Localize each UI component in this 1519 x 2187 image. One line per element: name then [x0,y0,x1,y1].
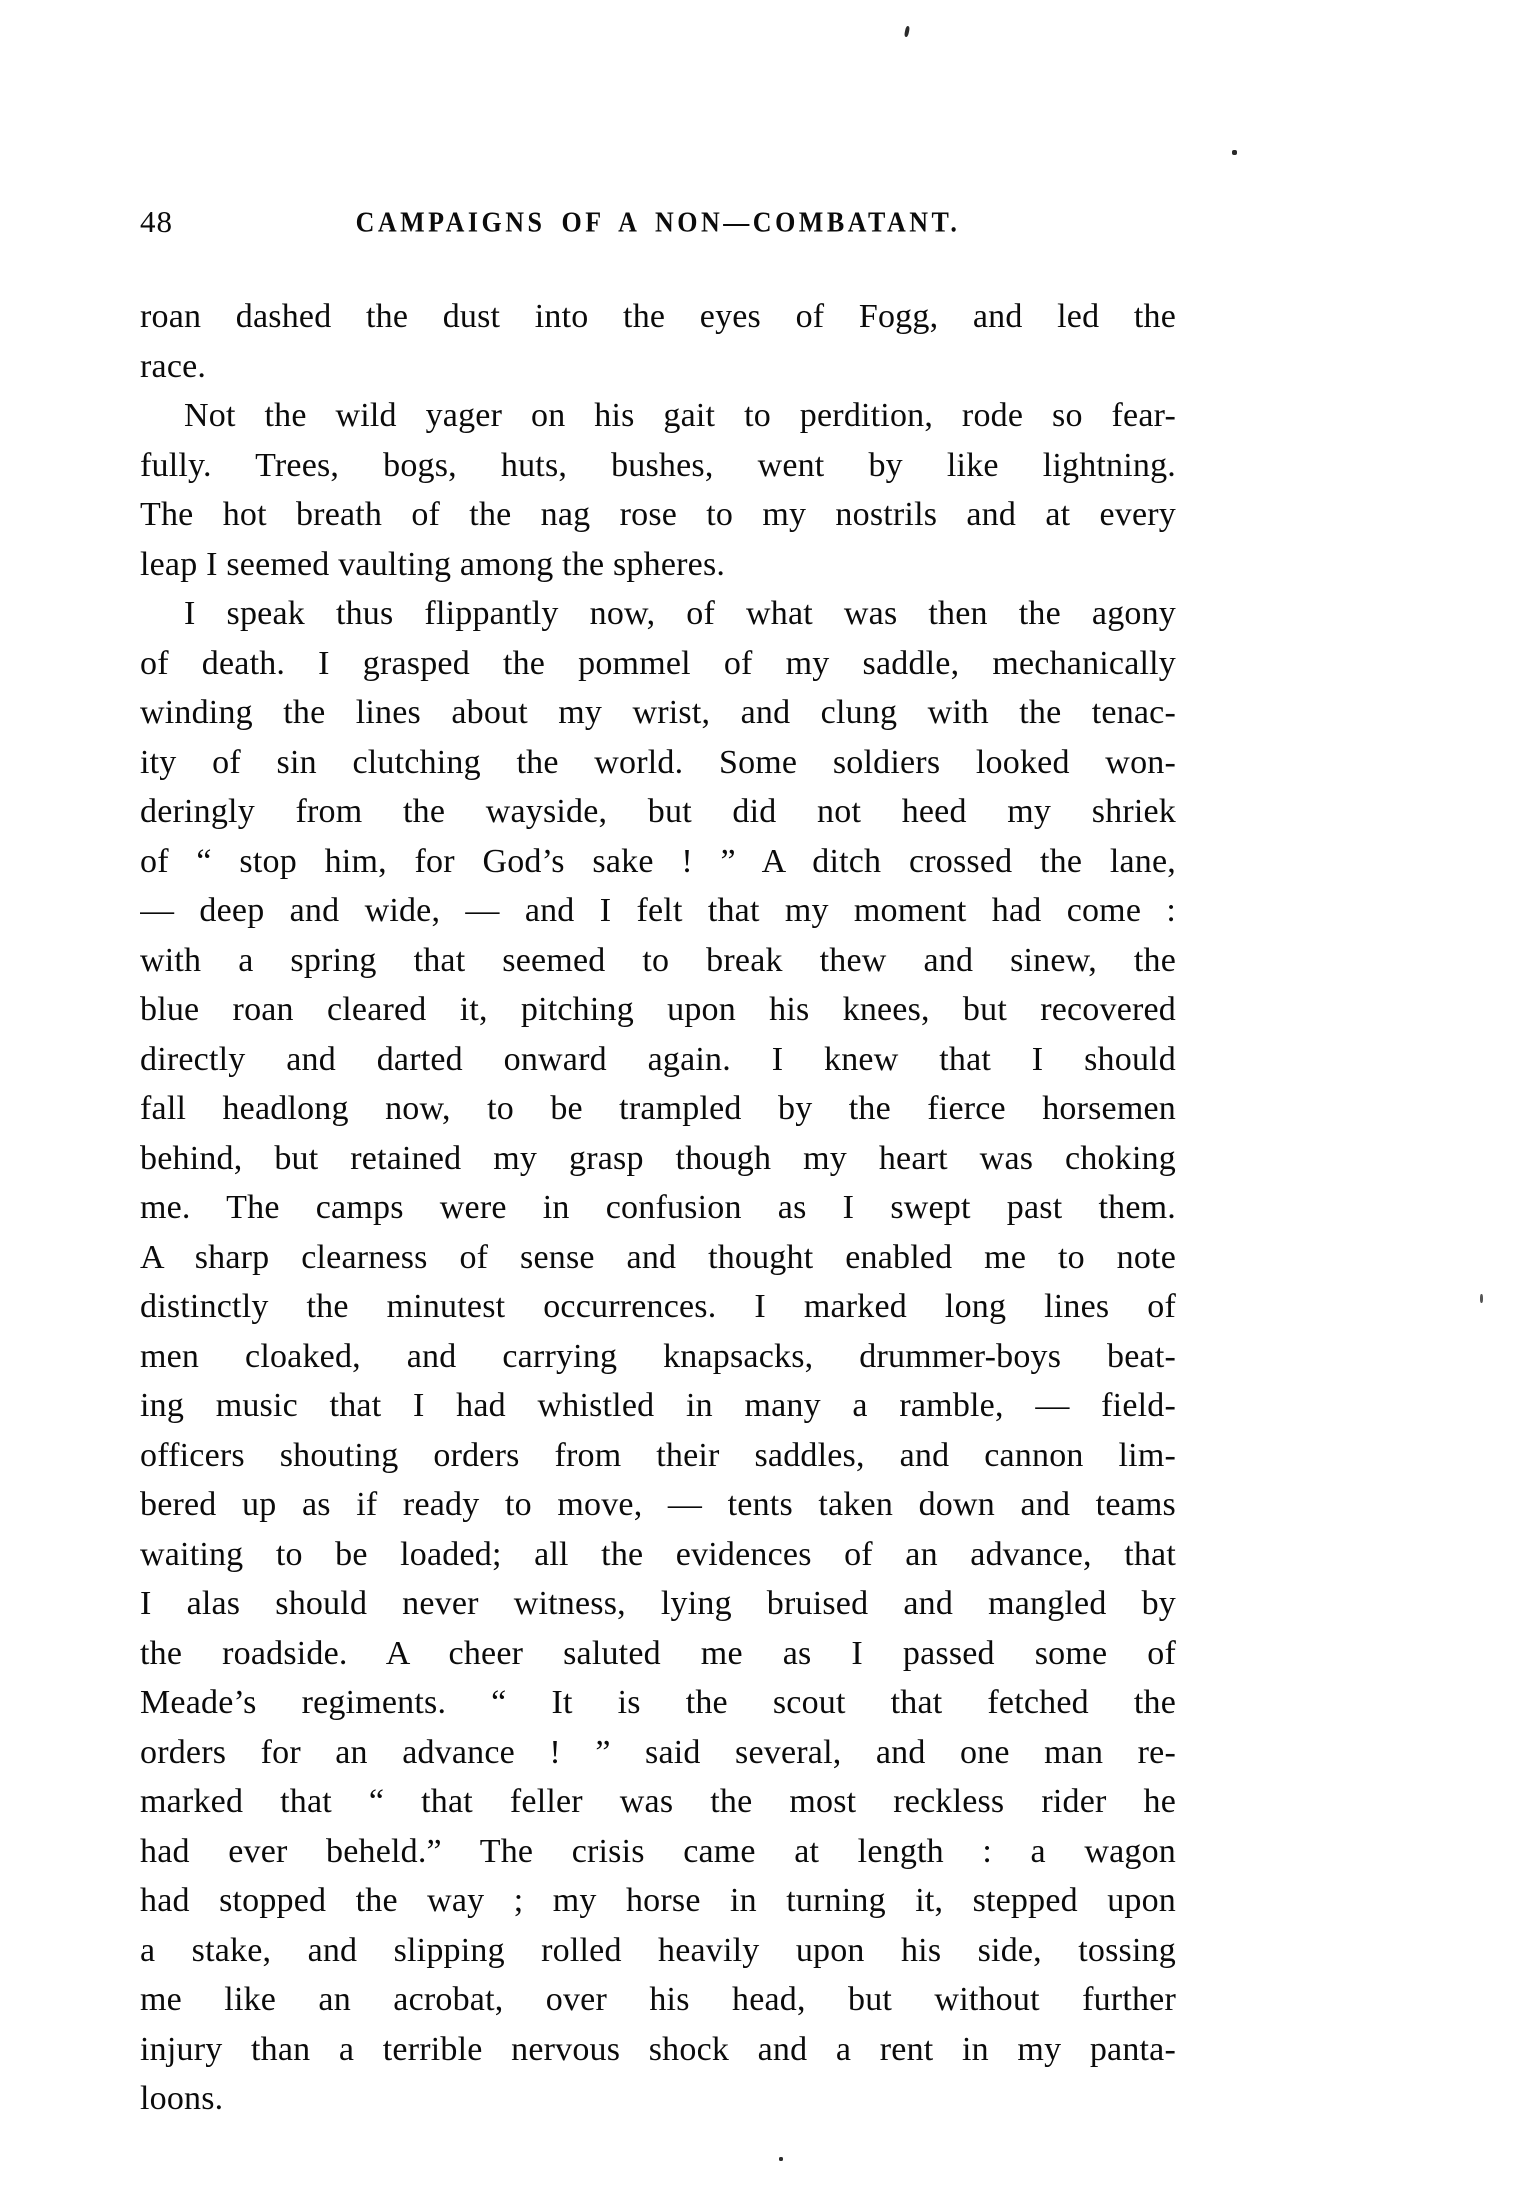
text-line: fully. Trees, bogs, huts, bushes, went by like lightning. [140,446,1176,484]
text-line: with a spring that seemed to break thew and sinew, the [140,941,1176,979]
text-line: of “ stop him, for God’s sake ! ” A ditch crossed the lane, [140,842,1176,880]
text-line: distinctly the minutest occurrences. I marked long lines of [140,1288,1176,1325]
body-text [140,292,1176,2124]
text-line: had ever beheld.” The crisis came at length : a wagon [140,1832,1176,1870]
running-title: CAMPAIGNS OF A NON—COMBATANT. [355,206,961,239]
text-line: me. The camps were in confusion as I swept past them. [140,1189,1176,1226]
text-line: orders for an advance ! ” said several, and one man re- [140,1733,1176,1771]
text-line: marked that “ that feller was the most reckless rider he [140,1783,1176,1820]
text-line: A sharp clearness of sense and thought enabled me to note [140,1238,1176,1276]
text-line: had stopped the way ; my horse in turning it, stepped upon [140,1882,1176,1919]
text-line: winding the lines about my wrist, and clung with the tenac- [140,694,1176,731]
text-line: ing music that I had whistled in many a ramble, — field- [140,1387,1176,1424]
text-line: injury than a terrible nervous shock and a rent in my panta- [140,2030,1176,2068]
text-line: behind, but retained my grasp though my heart was choking [140,1139,1176,1177]
text-line: I speak thus flippantly now, of what was then the agony [184,595,1176,632]
text-line: a stake, and slipping rolled heavily upon his side, tossing [140,1931,1176,1969]
text-line: directly and darted onward again. I knew that I should [140,1040,1176,1078]
text-line: leap I seemed vaulting among the spheres. [140,545,726,583]
scan-speck [779,2157,783,2161]
text-line: of death. I grasped the pommel of my saddle, mechanically [140,644,1176,682]
text-line: loons. [140,2080,224,2117]
text-line: — deep and wide, — and I felt that my moment had come : [140,892,1176,929]
text-line: I alas should never witness, lying bruised and mangled by [140,1585,1176,1622]
running-head [140,202,1176,252]
text-line: blue roan cleared it, pitching upon his knees, but recovered [140,991,1176,1028]
text-line: men cloaked, and carrying knapsacks, drummer-boys beat- [140,1337,1176,1375]
text-line: deringly from the wayside, but did not heed my shriek [140,793,1176,830]
text-line: Not the wild yager on his gait to perdition, rode so fear- [184,397,1176,434]
text-line: fall headlong now, to be trampled by the fierce horsemen [140,1090,1176,1127]
text-line: officers shouting orders from their saddles, and cannon lim- [140,1436,1176,1474]
text-line: roan dashed the dust into the eyes of Fogg, and led the [140,298,1176,335]
scan-speck [1232,150,1237,155]
text-line: me like an acrobat, over his head, but without further [140,1981,1176,2018]
scan-speck [904,26,910,38]
text-line: ity of sin clutching the world. Some soldiers looked won- [140,743,1176,781]
text-line: the roadside. A cheer saluted me as I passed some of [140,1634,1176,1672]
scan-speck [1480,1294,1483,1303]
text-line: Meade’s regiments. “ It is the scout that fetched the [140,1684,1176,1721]
text-line: The hot breath of the nag rose to my nostrils and at every [140,496,1176,533]
text-line: race. [140,347,207,385]
text-line: waiting to be loaded; all the evidences of an advance, that [140,1535,1176,1573]
text-line: bered up as if ready to move, — tents taken down and teams [140,1486,1176,1523]
page-number: 48 [140,204,173,239]
